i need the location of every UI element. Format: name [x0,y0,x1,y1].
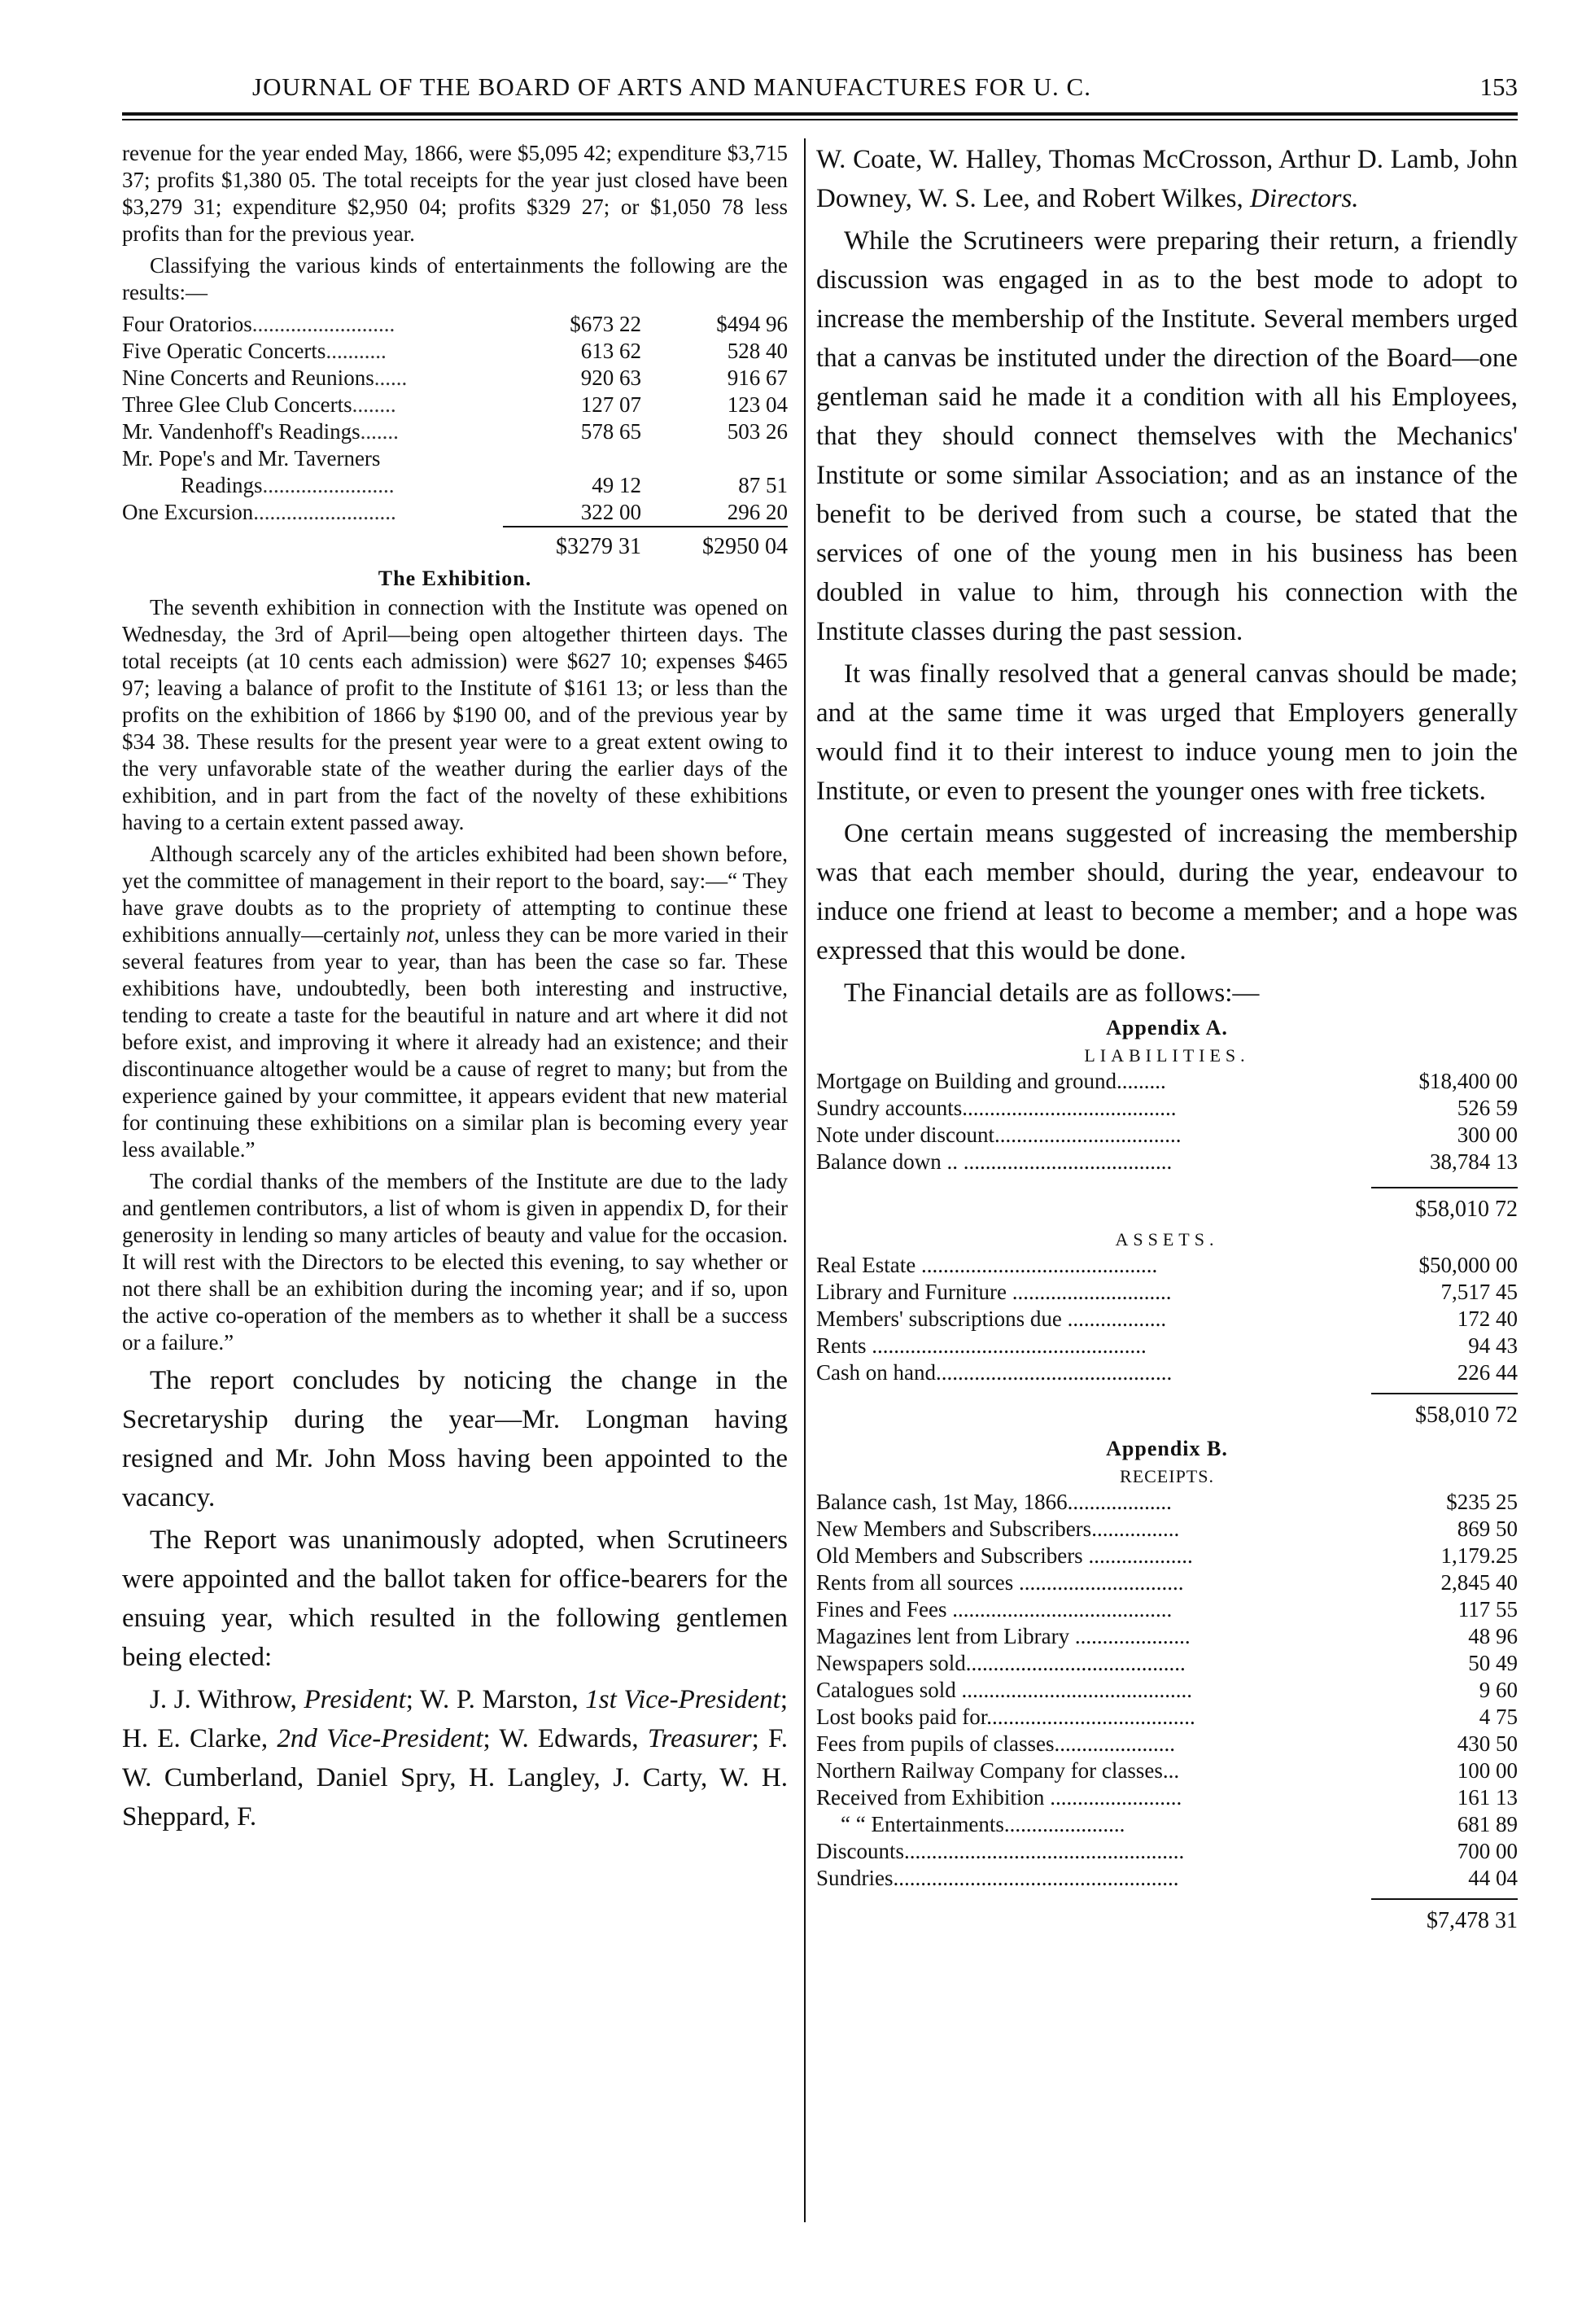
receipt-row [816,1731,1518,1757]
liability-name: Balance down [816,1149,942,1174]
entertainment-receipts: 920 63 [580,365,641,390]
journal-title: JOURNAL OF THE BOARD OF ARTS AND MANUFACTURES FOR U. C. [252,72,1091,101]
receipt-row [816,1677,1518,1704]
leader-dots: .................................. [994,1123,1182,1147]
liability-row [816,1122,1518,1149]
asset-name: Real Estate [816,1253,916,1277]
entertainment-row [122,418,788,445]
receipt-value: $235 25 [1446,1490,1518,1514]
receipt-value: 2,845 40 [1440,1570,1518,1595]
receipt-label [816,1596,1371,1623]
liability-label [816,1149,1371,1175]
receipt-name: Rents from all sources [816,1570,1014,1595]
assets-total-row [816,1393,1518,1433]
leader-dots: .................. [1061,1306,1167,1331]
entertainment-receipts: $673 22 [570,312,641,336]
receipt-row [816,1569,1518,1596]
asset-row [816,1252,1518,1279]
asset-value: 226 44 [1457,1360,1518,1385]
leader-dots: ............................. [1006,1280,1172,1304]
right-column [816,140,1518,1939]
exhibition-heading: The Exhibition. [378,567,532,590]
liabilities-table [816,1068,1518,1175]
leader-dots: ... [1162,1758,1180,1783]
entertainment-expenditure: 123 04 [727,392,788,417]
receipt-value: 50 49 [1468,1651,1518,1675]
entertainment-expenditure: 296 20 [727,500,788,524]
entertainment-row [122,365,788,392]
assets-total: $58,010 72 [1371,1393,1518,1433]
entertainment-row [122,392,788,418]
entertainment-receipts [503,445,641,472]
receipt-value: 869 50 [1457,1517,1518,1541]
entertainment-label [122,472,503,499]
receipt-label [816,1784,1371,1811]
entertainments-total-expenditure: $2950 04 [641,526,788,563]
committee-paragraph: Although scarcely any of the articles exhibited had been shown before, yet the committee of management in their report to the board, say:—“ They have grave doubts as to the propriety of attempting to continue these exhibitions annually—certainly not, unless they can be more varied in their several features from year to year, than has been the case so far. These exhibitions have, undoubtedly, been both interesting and instructive, tending to create a taste for the beautiful in nature and art where it did not before exist, and improving it where it already had an existence; and their discontinuance altogether would be a cause of regret to many; but from the experience gained by your committee, it appears evident that new material for continuing these exhibitions on a similar plan is becoming every year less available.” [122,842,788,1162]
leader-dots: ........................ [262,473,395,497]
entertainment-receipts: 613 62 [580,339,641,363]
receipt-row [816,1650,1518,1677]
leader-dots: .................................................... [893,1866,1179,1890]
entertainment-label [122,499,503,526]
receipt-value: 100 00 [1457,1758,1518,1783]
receipt-label [816,1865,1371,1892]
asset-name: Rents [816,1333,867,1358]
entertainment-expenditure: 503 26 [727,419,788,444]
receipt-name: Fees from pupils of classes [816,1731,1055,1756]
column-divider [804,138,806,2222]
receipts-total-row [816,1898,1518,1939]
asset-label [816,1252,1371,1279]
liability-label [816,1095,1371,1122]
thanks-paragraph: The cordial thanks of the members of the Institute are due to the lady and gentlemen contributors, a list of whom is given in appendix D, for their generosity in lending so many articles of beauty and value for the occasion. It will rest with the Directors to be elected this evening, to say whether or not there shall be an exhibition during the incoming year; and if so, upon the active co-operation of the members as to whether it shall be a success or a failure.” [122,1169,788,1355]
leader-dots: .............................. [1013,1570,1184,1595]
entertainment-label [122,338,503,365]
receipts-table [816,1489,1518,1892]
receipt-value: 44 04 [1468,1866,1518,1890]
leader-dots: .......................... [253,500,396,524]
entertainment-name: Five Operatic Concerts [122,339,326,363]
leader-dots: ........... [326,339,387,363]
receipt-name: Old Members and Subscribers [816,1543,1083,1568]
liability-row [816,1068,1518,1095]
asset-row [816,1306,1518,1333]
leader-dots: ........................................... [935,1360,1173,1385]
leader-dots: ................................................... [904,1839,1185,1863]
liability-label [816,1122,1371,1149]
liability-value: 38,784 13 [1430,1149,1518,1174]
entertainment-label [122,445,503,472]
receipt-row [816,1489,1518,1516]
assets-heading: ASSETS. [1115,1229,1219,1250]
receipts-total: $7,478 31 [1371,1898,1518,1939]
entertainment-name: Mr. Vandenhoff's Readings [122,419,361,444]
receipts-heading: RECEIPTS. [1120,1466,1214,1486]
classifying-paragraph: Classifying the various kinds of entertainments the following are the results:— [122,253,788,304]
asset-value: $50,000 00 [1418,1253,1518,1277]
receipt-row [816,1623,1518,1650]
running-header [122,61,1518,110]
membership-paragraph: One certain means suggested of increasing the membership was that each member should, during the year, endeavour to induce one friend at least to become a member; and a hope was expressed that this would be done. [816,819,1518,965]
receipt-value: 681 89 [1457,1812,1518,1836]
entertainments-total-row [122,526,788,563]
receipt-row [816,1865,1518,1892]
liability-value: 300 00 [1457,1123,1518,1147]
receipt-value: 48 96 [1468,1624,1518,1648]
asset-name: Cash on hand [816,1360,936,1385]
entertainment-label [122,365,503,392]
receipt-name: Newspapers sold [816,1651,966,1675]
receipt-name: Discounts [816,1839,904,1863]
receipt-name: Northern Railway Company for classes [816,1758,1163,1783]
receipt-label [816,1569,1371,1596]
receipt-name: Balance cash, 1st May, 1866 [816,1490,1068,1514]
receipt-row [816,1704,1518,1731]
asset-name: Library and Furniture [816,1280,1007,1304]
leader-dots: ........................................ [965,1651,1186,1675]
liability-name: Sundry accounts [816,1096,963,1120]
entertainment-expenditure: 87 51 [738,473,788,497]
receipt-label [816,1731,1371,1757]
receipt-label [816,1757,1371,1784]
entertainment-name: Readings [181,473,263,497]
entertainment-receipts: 578 65 [580,419,641,444]
asset-label [816,1359,1371,1386]
liability-label [816,1068,1371,1095]
revenue-paragraph: revenue for the year ended May, 1866, were $5,095 42; expenditure $3,715 37; profits $1,380 05. The total receipts for the year just closed have been $3,279 31; expenditure $2,950 04; profits $329 27; or $1,050 78 less profits than for the previous year. [122,141,788,246]
header-rule-thin [122,119,1518,120]
entertainment-expenditure [641,445,788,472]
entertainment-row [122,499,788,526]
receipt-row [816,1784,1518,1811]
leader-dots: ......... [1116,1069,1166,1093]
report-adopted-paragraph: The Report was unanimously adopted, when Scrutineers were appointed and the ballot taken for office-bearers for the ensuing year, which resulted in the following gentlemen being elected: [122,1525,788,1672]
financial-intro: The Financial details are as follows:— [844,978,1260,1008]
liabilities-total: $58,010 72 [1371,1187,1518,1228]
scrutineers-paragraph: While the Scrutineers were preparing their return, a friendly discussion was engaged in as to the best mode to adopt to increase the membership of the Institute. Several members urged that a canvas be instituted under the direction of the Board—one gentleman said he made it a condition with all his Employees, that they should connect themselves with the Mechanics' Institute or some similar Association; and as an instance of the benefit to be derived from such a course, be stated that the services of one of the young men in his business has been doubled in value to him, through his connection with the Institute classes during the past session. [816,226,1518,646]
receipt-value: 430 50 [1457,1731,1518,1756]
leader-dots: ...... [374,365,408,390]
receipt-label [816,1811,1371,1838]
receipt-row [816,1596,1518,1623]
asset-row [816,1333,1518,1359]
receipt-name: “ “ Entertainments [841,1812,1004,1836]
leader-dots: ................... [1082,1543,1193,1568]
entertainment-receipts: 322 00 [580,500,641,524]
liability-value: $18,400 00 [1418,1069,1518,1093]
leader-dots: ........................ [1044,1785,1182,1810]
entertainment-name: Four Oratorios [122,312,252,336]
leader-dots: ...................................... [986,1705,1195,1729]
entertainment-label [122,392,503,418]
leader-dots: ..................... [1069,1624,1191,1648]
page-number: 153 [1479,72,1518,101]
canvas-paragraph: It was finally resolved that a general canvas should be made; and at the same time it was urged that Employers generally would find it to their interest to induce young men to join the Institute, or even to present the younger ones with free tickets. [816,659,1518,806]
receipt-value: 161 13 [1457,1785,1518,1810]
entertainment-name: One Excursion [122,500,254,524]
leader-dots: .......................... [251,312,395,336]
receipt-name: Received from Exhibition [816,1785,1045,1810]
receipt-value: 4 75 [1479,1705,1518,1729]
liability-row [816,1149,1518,1175]
leader-dots: .......................................... [955,1678,1192,1702]
entertainment-receipts: 127 07 [580,392,641,417]
exhibition-paragraph: The seventh exhibition in connection with the Institute was opened on Wednesday, the 3rd of April—being open altogether thirteen days. The total receipts (at 10 cents each admission) were $627 10; expenses $465 97; leaving a balance of profit to the Institute of $161 13; or less than the profits on the exhibition of 1866 by $190 00, and of the previous year by $34 38. These results for the present year were to a great extent owing to the very unfavorable state of the weather during the earlier days of the exhibition, and in part from the fact of the novelty of these exhibitions having to a certain extent passed away. [122,595,788,834]
asset-label [816,1306,1371,1333]
leader-dots: ........................................... [915,1253,1158,1277]
asset-value: 94 43 [1468,1333,1518,1358]
receipt-name: New Members and Subscribers [816,1517,1092,1541]
receipt-label [816,1623,1371,1650]
entertainment-name: Three Glee Club Concerts [122,392,352,417]
receipt-label [816,1704,1371,1731]
receipt-row [816,1516,1518,1543]
receipt-name: Fines and Fees [816,1597,947,1622]
entertainments-table [122,311,788,526]
liability-row [816,1095,1518,1122]
entertainment-receipts: 49 12 [592,473,641,497]
assets-table [816,1252,1518,1386]
officers-paragraph: J. J. Withrow, President; W. P. Marston, 1st Vice-President; H. E. Clarke, 2nd Vice-President; W. Edwards, Treasurer; F. W. Cumberland, Daniel Spry, H. Langley, J. Carty, W. H. Sheppard, F. [122,1685,788,1832]
receipt-label [816,1543,1371,1569]
leader-dots: ................ [1091,1517,1180,1541]
liability-name: Note under discount [816,1123,994,1147]
leader-dots: ...................... [1054,1731,1175,1756]
receipt-label [816,1677,1371,1704]
entertainments-total-receipts: $3279 31 [503,526,641,563]
asset-value: 172 40 [1457,1306,1518,1331]
entertainment-name: Mr. Pope's and Mr. Taverners [122,446,381,470]
asset-value: 7,517 45 [1440,1280,1518,1304]
directors-paragraph: W. Coate, W. Halley, Thomas McCrosson, Arthur D. Lamb, John Downey, W. S. Lee, and Robert Wilkes, Directors. [816,145,1518,213]
left-column [122,140,788,1840]
liability-name: Mortgage on Building and ground [816,1069,1116,1093]
leader-dots: ....... [360,419,399,444]
appendix-b-heading: Appendix B. [1106,1437,1228,1460]
leader-dots: ....................................... [962,1096,1177,1120]
leader-dots: ........................................ [946,1597,1173,1622]
receipt-name: Catalogues sold [816,1678,956,1702]
asset-row [816,1359,1518,1386]
receipt-label [816,1650,1371,1677]
leader-dots: .. ...................................... [941,1149,1173,1174]
leader-dots: ................... [1067,1490,1172,1514]
receipt-label [816,1516,1371,1543]
entertainment-expenditure: $494 96 [716,312,788,336]
asset-row [816,1279,1518,1306]
receipt-row [816,1811,1518,1838]
receipt-row [816,1543,1518,1569]
entertainment-row [122,472,788,499]
entertainment-name: Nine Concerts and Reunions [122,365,374,390]
receipt-label [816,1489,1371,1516]
entertainment-expenditure: 528 40 [727,339,788,363]
receipt-label [816,1838,1371,1865]
receipt-value: 1,179.25 [1440,1543,1518,1568]
receipt-name: Lost books paid for [816,1705,987,1729]
liabilities-total-row [816,1187,1518,1228]
entertainment-label [122,418,503,445]
receipt-value: 700 00 [1457,1839,1518,1863]
receipt-value: 9 60 [1479,1678,1518,1702]
entertainment-row [122,311,788,338]
entertainment-expenditure: 916 67 [727,365,788,390]
report-concludes-paragraph: The report concludes by noticing the change in the Secretaryship during the year—Mr. Longman having resigned and Mr. John Moss having been appointed to the vacancy. [122,1366,788,1512]
liabilities-heading: LIABILITIES. [1084,1045,1250,1066]
asset-label [816,1279,1371,1306]
asset-label [816,1333,1371,1359]
header-rule-thick [122,112,1518,116]
receipt-row [816,1838,1518,1865]
leader-dots: ...................... [1003,1812,1125,1836]
receipt-name: Sundries [816,1866,894,1890]
entertainment-row [122,445,788,472]
appendix-a-heading: Appendix A. [1106,1016,1228,1039]
leader-dots: .................................................. [866,1333,1147,1358]
receipt-name: Magazines lent from Library [816,1624,1070,1648]
leader-dots: ........ [352,392,396,417]
entertainment-label [122,311,503,338]
receipt-row [816,1757,1518,1784]
entertainment-row [122,338,788,365]
asset-name: Members' subscriptions due [816,1306,1062,1331]
receipt-value: 117 55 [1457,1597,1518,1622]
liability-value: 526 59 [1457,1096,1518,1120]
